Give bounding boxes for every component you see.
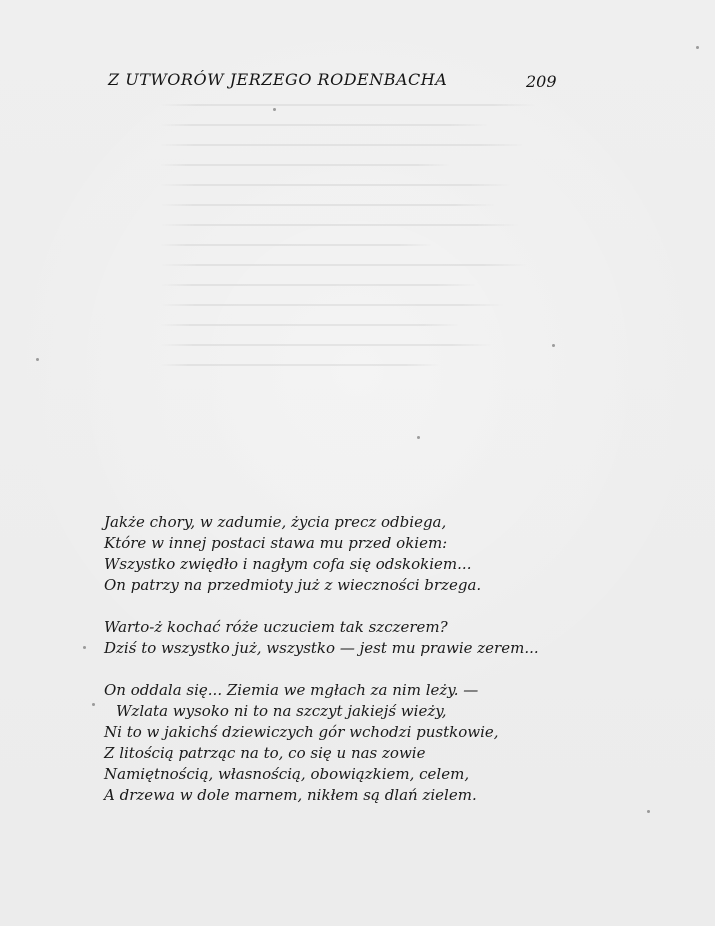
stanza [104,680,564,806]
poem-line: A drzewa w dole marnem, nikłem są dlań zielem. [104,786,477,804]
poem-line: Ni to w jakichś dziewiczych gór wchodzi pustkowie, [104,723,499,741]
paper-speck [417,436,420,439]
page-number: 209 [526,72,557,91]
poem-line: Jakże chory, w zadumie, życia precz odbiega, [104,513,447,531]
paper-speck [696,46,699,49]
poem-line: On oddala się... Ziemia we mgłach za nim leży. — [104,681,479,699]
poem-line: Namiętnością, własnością, obowiązkiem, celem, [104,765,470,783]
poem-line: Które w innej postaci stawa mu przed okiem: [104,534,448,552]
poem [104,512,564,827]
poem-line: On patrzy na przedmioty już z wieczności brzega. [104,576,482,594]
paper-speck [36,358,39,361]
poem-line: Wzlata wysoko ni to na szczyt jakiejś wieży, [116,702,447,720]
show-through-text [160,104,560,424]
stanza [104,617,564,659]
poem-line: Z litością patrząc na to, co się u nas zowie [104,744,426,762]
paper-speck [273,108,276,111]
paper-speck [647,810,650,813]
paper-speck [552,344,555,347]
paper-speck [92,703,95,706]
poem-line: Warto-ż kochać róże uczuciem tak szczerem? [104,618,448,636]
paper-speck [83,646,86,649]
poem-line: Wszystko zwiędło i nagłym cofa się odskokiem... [104,555,472,573]
stanza [104,512,564,596]
running-title: Z UTWORÓW JERZEGO RODENBACHA [108,70,448,89]
poem-line: Dziś to wszystko już, wszystko — jest mu prawie zerem... [104,639,539,657]
